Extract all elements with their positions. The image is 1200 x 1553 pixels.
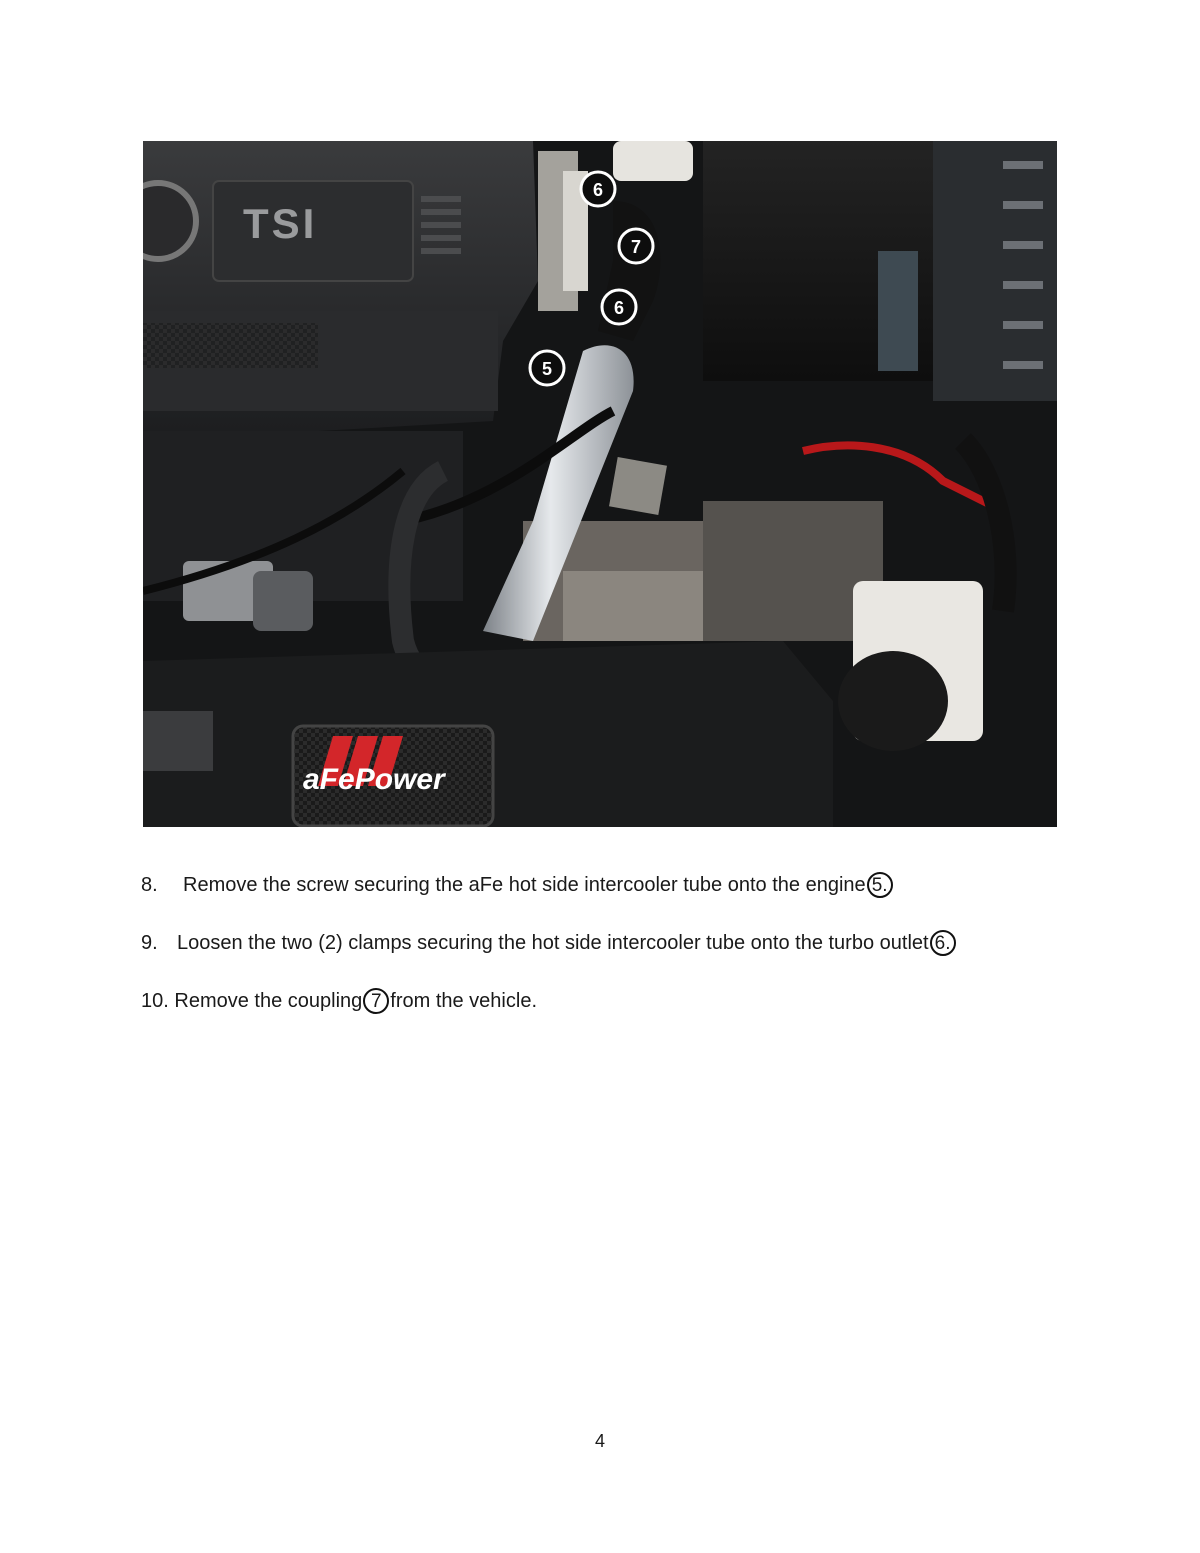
step-trailing-text: from the vehicle. bbox=[390, 990, 537, 1012]
step-8 bbox=[141, 872, 894, 898]
afe-power-logo bbox=[293, 726, 493, 826]
step-number: 10. bbox=[141, 990, 169, 1012]
svg-text:6: 6 bbox=[592, 180, 604, 200]
callout-badge: 5. bbox=[867, 872, 893, 898]
svg-text:aFePower: aFePower bbox=[303, 763, 445, 796]
engine-bay-photo bbox=[143, 141, 1057, 827]
page-number: 4 bbox=[594, 1431, 605, 1451]
step-number: 8. bbox=[141, 874, 158, 896]
callout-badge: 7 bbox=[363, 988, 389, 1014]
step-9 bbox=[141, 930, 957, 956]
step-text: Remove the screw securing the aFe hot side intercooler tube onto the engine bbox=[183, 874, 866, 896]
callout-6-lower bbox=[602, 290, 636, 324]
svg-text:5: 5 bbox=[541, 359, 553, 379]
callout-7 bbox=[619, 229, 653, 263]
step-text: Loosen the two (2) clamps securing the hot side intercooler tube onto the turbo outlet bbox=[177, 932, 929, 954]
svg-text:6: 6 bbox=[613, 298, 625, 318]
svg-text:7: 7 bbox=[630, 237, 642, 257]
step-number: 9. bbox=[141, 932, 158, 954]
callout-badge: 6. bbox=[930, 930, 956, 956]
callout-5 bbox=[530, 351, 564, 385]
step-text: Remove the coupling bbox=[174, 990, 363, 1012]
engine-cover-label: TSI bbox=[243, 200, 318, 247]
step-10 bbox=[141, 988, 537, 1014]
callout-6-upper bbox=[581, 172, 615, 206]
